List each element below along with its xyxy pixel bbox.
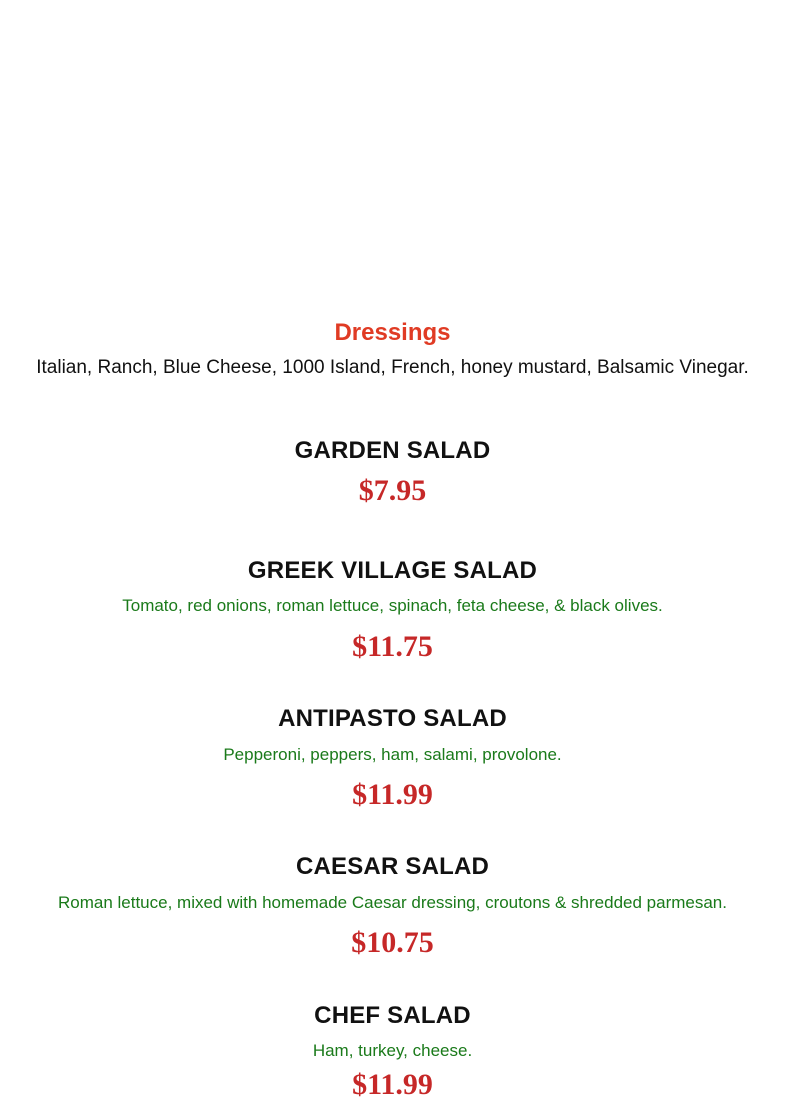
- menu-item-price: $11.75: [352, 630, 433, 663]
- dressings-list: Italian, Ranch, Blue Cheese, 1000 Island, French, honey mustard, Balsamic Vinegar.: [36, 357, 749, 378]
- menu-item-name: CHEF SALAD: [314, 1002, 471, 1029]
- menu-item-name: ANTIPASTO SALAD: [278, 705, 507, 732]
- menu-item-name: GARDEN SALAD: [294, 437, 491, 464]
- menu-item-price: $11.99: [352, 778, 433, 811]
- menu-item-description: Roman lettuce, mixed with homemade Caesar dressing, croutons & shredded parmesan.: [57, 893, 727, 912]
- menu-item-name: CAESAR SALAD: [295, 853, 490, 880]
- menu-item-price: $10.75: [351, 926, 434, 959]
- menu-item-name: GREEK VILLAGE SALAD: [247, 557, 538, 584]
- menu-item-description: Pepperoni, peppers, ham, salami, provolone.: [223, 745, 562, 764]
- menu-item-price: $11.99: [352, 1068, 433, 1101]
- menu-item-description: Tomato, red onions, roman lettuce, spinach, feta cheese, & black olives.: [122, 596, 663, 615]
- menu-item-price: $7.95: [358, 474, 427, 507]
- dressings-title: Dressings: [334, 319, 451, 346]
- menu-item-description: Ham, turkey, cheese.: [312, 1041, 473, 1060]
